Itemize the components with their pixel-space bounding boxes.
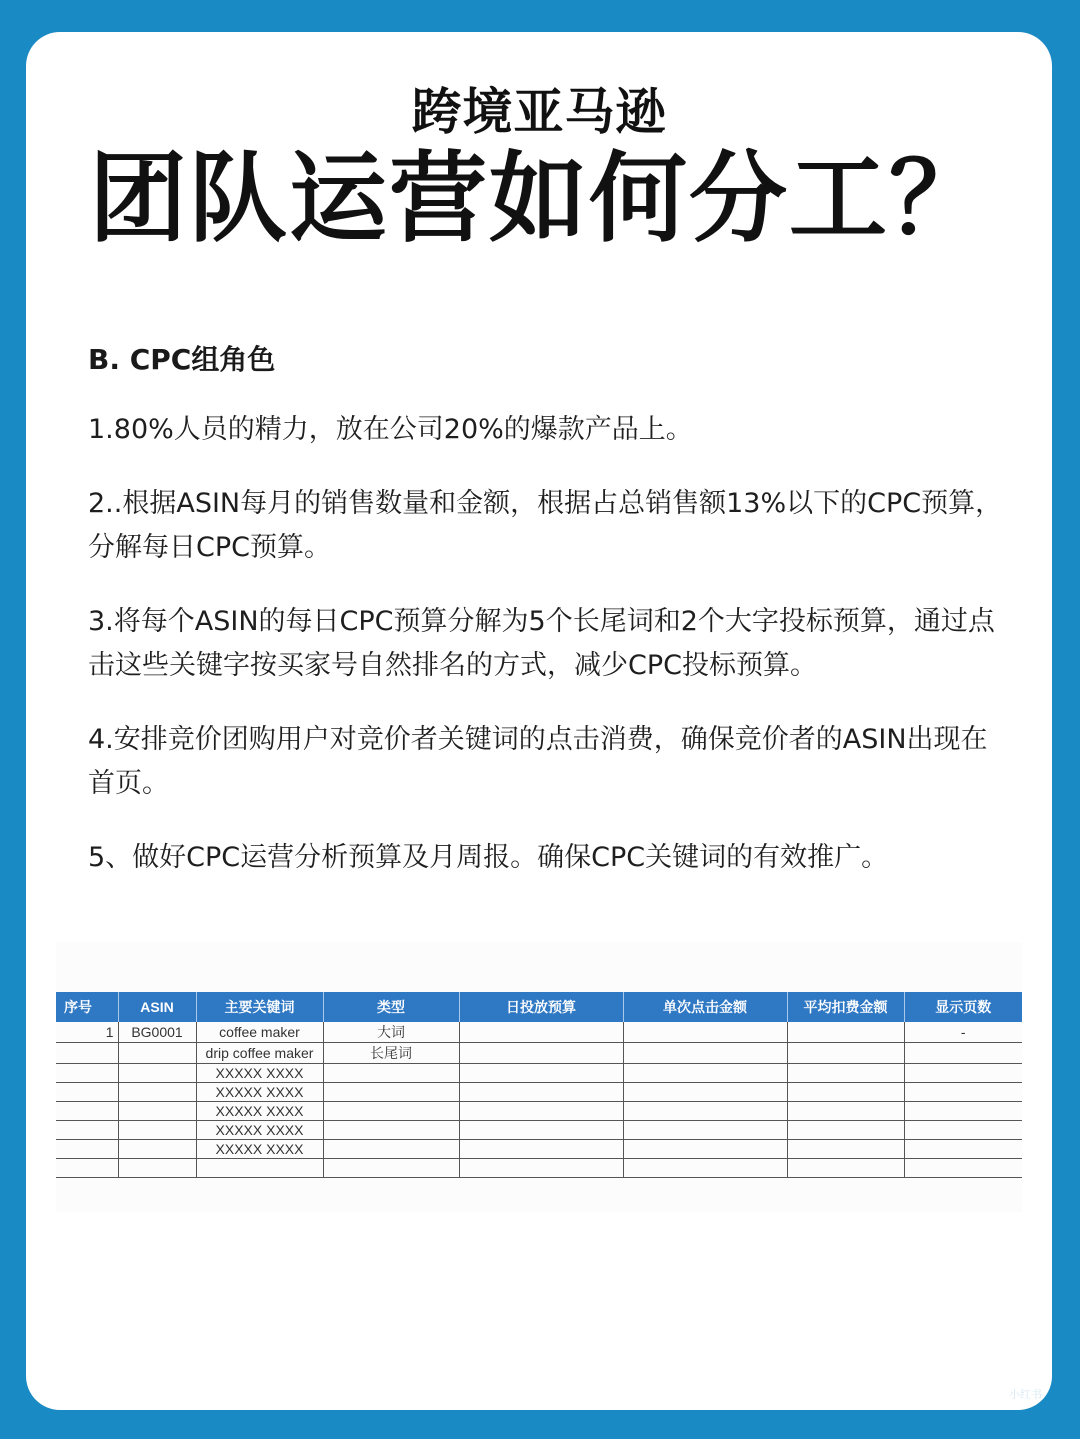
- table-cell: [323, 1102, 459, 1121]
- table-cell: drip coffee maker: [196, 1043, 323, 1064]
- table-cell: [787, 1022, 904, 1043]
- table-cell: [787, 1043, 904, 1064]
- table-cell: [196, 1159, 323, 1178]
- table-cell: [323, 1064, 459, 1083]
- table-cell: [459, 1064, 623, 1083]
- table-cell: [623, 1043, 787, 1064]
- point-1: 1.80%人员的精力，放在公司20%的爆款产品上。: [88, 414, 693, 445]
- table-cell: [787, 1140, 904, 1159]
- table-cell: [623, 1121, 787, 1140]
- table-cell: coffee maker: [196, 1022, 323, 1043]
- header-avg-cost: 平均扣费金额: [787, 992, 904, 1022]
- header-asin: ASIN: [118, 992, 196, 1022]
- table-cell: BG0001: [118, 1022, 196, 1043]
- point-2: 2..根据ASIN每月的销售数量和金额，根据占总销售额13%以下的CPC预算，分解每日CPC预算。: [88, 488, 1003, 563]
- table-cell: [323, 1083, 459, 1102]
- table-cell: [623, 1064, 787, 1083]
- table-cell: [56, 1121, 118, 1140]
- table-cell: [904, 1140, 1022, 1159]
- table-header-row: [56, 992, 1022, 1022]
- table-cell: [904, 1083, 1022, 1102]
- table-cell: [56, 1043, 118, 1064]
- page-title: 团队运营如何分工？: [88, 142, 989, 256]
- table-cell: [118, 1140, 196, 1159]
- table-cell: XXXXX XXXX: [196, 1102, 323, 1121]
- table-cell: [623, 1083, 787, 1102]
- table-cell: [459, 1121, 623, 1140]
- header-seq: 序号: [56, 992, 118, 1022]
- header-type: 类型: [323, 992, 459, 1022]
- table-cell: [56, 1083, 118, 1102]
- spreadsheet-image: [56, 942, 1022, 1212]
- table-cell: [623, 1102, 787, 1121]
- table-cell: [904, 1043, 1022, 1064]
- table-cell: XXXXX XXXX: [196, 1064, 323, 1083]
- table-cell: [459, 1083, 623, 1102]
- point-5: 5、做好CPC运营分析预算及月周报。确保CPC关键词的有效推广。: [88, 842, 889, 873]
- point-3: 3.将每个ASIN的每日CPC预算分解为5个长尾词和2个大字投标预算，通过点击这些关键字按买家号自然排名的方式，减少CPC投标预算。: [88, 606, 995, 681]
- table-cell: [118, 1102, 196, 1121]
- table-cell: [787, 1102, 904, 1121]
- table-cell: [118, 1043, 196, 1064]
- table-cell: [904, 1102, 1022, 1121]
- table-cell: [459, 1022, 623, 1043]
- table-cell: [904, 1064, 1022, 1083]
- table-cell: [623, 1022, 787, 1043]
- table-cell: [118, 1159, 196, 1178]
- table-cell: [787, 1064, 904, 1083]
- table-cell: [323, 1159, 459, 1178]
- table-cell: [459, 1140, 623, 1159]
- table-cell: 1: [56, 1022, 118, 1043]
- table-cell: [904, 1121, 1022, 1140]
- table-cell: [787, 1083, 904, 1102]
- table-cell: [904, 1159, 1022, 1178]
- table-row: [56, 1064, 1022, 1083]
- table-cell: [787, 1121, 904, 1140]
- table-cell: [118, 1083, 196, 1102]
- table-row: [56, 1043, 1022, 1064]
- cpc-budget-table: [56, 992, 1022, 1178]
- table-cell: [323, 1140, 459, 1159]
- table-cell: XXXXX XXXX: [196, 1121, 323, 1140]
- table-cell: XXXXX XXXX: [196, 1083, 323, 1102]
- table-cell: [118, 1064, 196, 1083]
- header-cpc-amount: 单次点击金额: [623, 992, 787, 1022]
- header-page-shown: 显示页数: [904, 992, 1022, 1022]
- content-card: [26, 32, 1052, 1410]
- table-cell: [459, 1159, 623, 1178]
- point-4: 4.安排竞价团购用户对竞价者关键词的点击消费，确保竞价者的ASIN出现在首页。: [88, 724, 988, 799]
- table-row: [56, 1102, 1022, 1121]
- header-keyword: 主要关键词: [196, 992, 323, 1022]
- table-cell: [623, 1140, 787, 1159]
- watermark: 小红书: [1009, 1388, 1042, 1401]
- page-subtitle: 跨境亚马逊: [411, 83, 667, 141]
- table-body: [56, 1022, 1022, 1178]
- table-row: [56, 1121, 1022, 1140]
- table-cell: XXXXX XXXX: [196, 1140, 323, 1159]
- table-cell: [459, 1102, 623, 1121]
- points-list: [88, 408, 1008, 910]
- table-cell: [56, 1102, 118, 1121]
- table-cell: [323, 1121, 459, 1140]
- table-cell: [56, 1140, 118, 1159]
- table-cell: [623, 1159, 787, 1178]
- table-row: [56, 1083, 1022, 1102]
- section-heading: B. CPC组角色: [88, 343, 276, 376]
- table-cell: [56, 1064, 118, 1083]
- table-row: [56, 1159, 1022, 1178]
- table-cell: 长尾词: [323, 1043, 459, 1064]
- table-cell: [56, 1159, 118, 1178]
- table-cell: 大词: [323, 1022, 459, 1043]
- table-cell: [118, 1121, 196, 1140]
- table-row: [56, 1140, 1022, 1159]
- table-row: [56, 1022, 1022, 1043]
- table-cell: [787, 1159, 904, 1178]
- table-cell: -: [904, 1022, 1022, 1043]
- header-daily-budget: 日投放预算: [459, 992, 623, 1022]
- table-cell: [459, 1043, 623, 1064]
